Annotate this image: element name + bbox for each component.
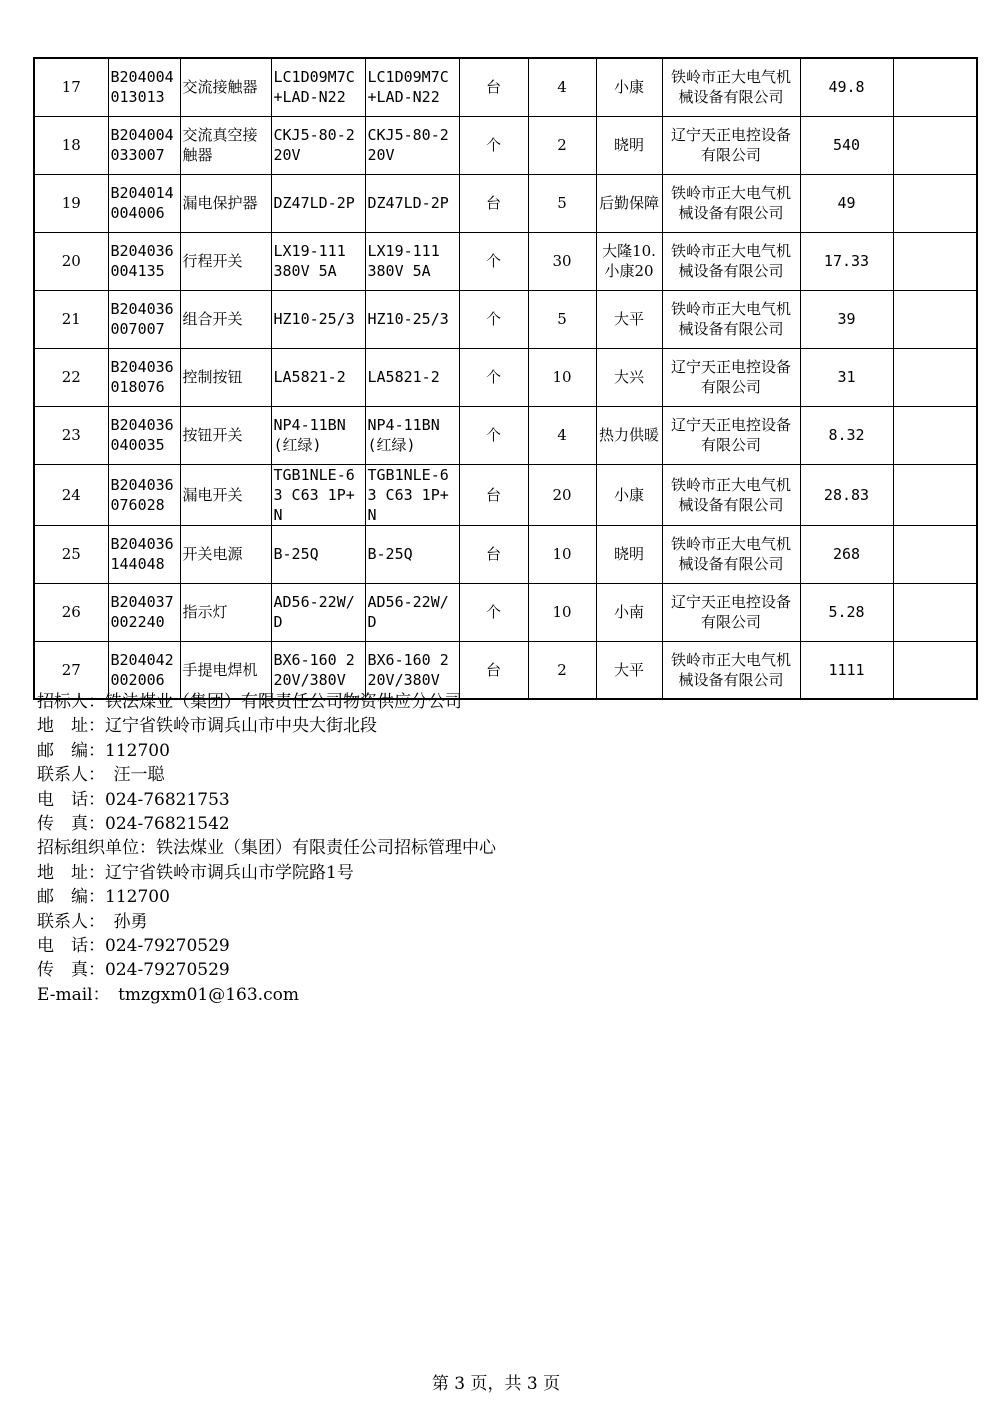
item-spec: B-25Q [271, 525, 365, 583]
item-quantity: 2 [528, 641, 596, 699]
item-unit: 个 [459, 583, 528, 641]
item-supplier: 铁岭市正大电气机械设备有限公司 [662, 464, 800, 525]
item-price: 49.8 [800, 58, 893, 116]
row-number: 25 [34, 525, 108, 583]
item-name: 控制按钮 [180, 348, 271, 406]
row-number: 23 [34, 406, 108, 464]
table-row [34, 348, 977, 406]
organizer-address: 地 址：辽宁省铁岭市调兵山市学院路1号 [37, 862, 354, 883]
item-model: DZ47LD-2P [365, 174, 459, 232]
item-remark [893, 116, 977, 174]
tenderer-fax: 传 真：024-76821542 [37, 814, 230, 835]
item-model: AD56-22W/D [365, 583, 459, 641]
item-unit: 台 [459, 174, 528, 232]
item-unit: 个 [459, 116, 528, 174]
item-department: 小南 [596, 583, 662, 641]
item-spec: CKJ5-80-220V [271, 116, 365, 174]
row-number: 27 [34, 641, 108, 699]
item-quantity: 10 [528, 348, 596, 406]
item-name: 组合开关 [180, 290, 271, 348]
item-department: 小康 [596, 464, 662, 525]
item-unit: 个 [459, 232, 528, 290]
item-price: 268 [800, 525, 893, 583]
item-name: 交流接触器 [180, 58, 271, 116]
contact-info [37, 690, 496, 1007]
item-model: LA5821-2 [365, 348, 459, 406]
tenderer-phone: 电 话：024-76821753 [37, 789, 230, 810]
item-unit: 个 [459, 406, 528, 464]
item-price: 17.33 [800, 232, 893, 290]
item-price: 28.83 [800, 464, 893, 525]
table-row [34, 174, 977, 232]
item-remark [893, 406, 977, 464]
item-remark [893, 641, 977, 699]
item-remark [893, 583, 977, 641]
item-quantity: 30 [528, 232, 596, 290]
table-row [34, 58, 977, 116]
item-spec: AD56-22W/D [271, 583, 365, 641]
item-remark [893, 464, 977, 525]
item-name: 行程开关 [180, 232, 271, 290]
item-department: 大兴 [596, 348, 662, 406]
item-price: 540 [800, 116, 893, 174]
item-remark [893, 232, 977, 290]
item-name: 按钮开关 [180, 406, 271, 464]
item-model: BX6-160 220V/380V [365, 641, 459, 699]
item-spec: LX19-111 380V 5A [271, 232, 365, 290]
item-code: B204042002006 [108, 641, 180, 699]
item-code: B204014004006 [108, 174, 180, 232]
item-quantity: 5 [528, 174, 596, 232]
item-unit: 个 [459, 290, 528, 348]
item-quantity: 20 [528, 464, 596, 525]
item-supplier: 铁岭市正大电气机械设备有限公司 [662, 232, 800, 290]
item-name: 指示灯 [180, 583, 271, 641]
item-supplier: 铁岭市正大电气机械设备有限公司 [662, 290, 800, 348]
item-spec: NP4-11BN(红绿) [271, 406, 365, 464]
row-number: 22 [34, 348, 108, 406]
item-model: HZ10-25/3 [365, 290, 459, 348]
item-price: 5.28 [800, 583, 893, 641]
item-unit: 台 [459, 641, 528, 699]
organizer-fax: 传 真：024-79270529 [37, 960, 230, 981]
item-supplier: 铁岭市正大电气机械设备有限公司 [662, 641, 800, 699]
item-name: 交流真空接触器 [180, 116, 271, 174]
row-number: 18 [34, 116, 108, 174]
table-row [34, 232, 977, 290]
item-code: B204036004135 [108, 232, 180, 290]
item-code: B204004033007 [108, 116, 180, 174]
item-department: 晓明 [596, 116, 662, 174]
table-row [34, 583, 977, 641]
item-name: 手提电焊机 [180, 641, 271, 699]
tenderer-line: 招标人：铁法煤业（集团）有限责任公司物资供应分公司 [37, 692, 462, 712]
item-supplier: 铁岭市正大电气机械设备有限公司 [662, 58, 800, 116]
row-number: 17 [34, 58, 108, 116]
item-spec: LA5821-2 [271, 348, 365, 406]
item-spec: TGB1NLE-63 C63 1P+N [271, 464, 365, 525]
item-code: B204036076028 [108, 464, 180, 525]
item-unit: 台 [459, 464, 528, 525]
table-row [34, 116, 977, 174]
tenderer-address: 地 址：辽宁省铁岭市调兵山市中央大街北段 [37, 716, 377, 737]
row-number: 24 [34, 464, 108, 525]
item-name: 漏电开关 [180, 464, 271, 525]
table-row [34, 290, 977, 348]
item-quantity: 10 [528, 525, 596, 583]
item-name: 漏电保护器 [180, 174, 271, 232]
item-code: B204036018076 [108, 348, 180, 406]
item-remark [893, 174, 977, 232]
organizer-phone: 电 话：024-79270529 [37, 936, 230, 957]
item-unit: 个 [459, 348, 528, 406]
item-quantity: 4 [528, 58, 596, 116]
item-model: NP4-11BN(红绿) [365, 406, 459, 464]
item-price: 8.32 [800, 406, 893, 464]
items-table [33, 57, 978, 700]
item-price: 49 [800, 174, 893, 232]
item-model: TGB1NLE-63 C63 1P+N [365, 464, 459, 525]
item-price: 1111 [800, 641, 893, 699]
item-quantity: 10 [528, 583, 596, 641]
item-model: CKJ5-80-220V [365, 116, 459, 174]
item-unit: 台 [459, 58, 528, 116]
item-code: B204004013013 [108, 58, 180, 116]
item-department: 大平 [596, 290, 662, 348]
items-table-body [34, 58, 977, 699]
item-remark [893, 348, 977, 406]
item-department: 晓明 [596, 525, 662, 583]
item-code: B204037002240 [108, 583, 180, 641]
item-quantity: 5 [528, 290, 596, 348]
organizer-postcode: 邮 编：112700 [37, 887, 170, 908]
row-number: 21 [34, 290, 108, 348]
organizer-line: 招标组织单位：铁法煤业（集团）有限责任公司招标管理中心 [37, 838, 496, 859]
item-supplier: 辽宁天正电控设备有限公司 [662, 583, 800, 641]
item-quantity: 2 [528, 116, 596, 174]
organizer-contact: 联系人： 孙勇 [37, 911, 148, 932]
item-code: B204036007007 [108, 290, 180, 348]
item-price: 31 [800, 348, 893, 406]
item-quantity: 4 [528, 406, 596, 464]
row-number: 26 [34, 583, 108, 641]
item-spec: BX6-160 220V/380V [271, 641, 365, 699]
item-remark [893, 58, 977, 116]
row-number: 19 [34, 174, 108, 232]
item-department: 小康 [596, 58, 662, 116]
item-model: LX19-111 380V 5A [365, 232, 459, 290]
item-department: 大隆10.小康20 [596, 232, 662, 290]
item-supplier: 铁岭市正大电气机械设备有限公司 [662, 525, 800, 583]
table-row [34, 525, 977, 583]
page-number: 第 3 页，共 3 页 [431, 1374, 561, 1394]
item-remark [893, 525, 977, 583]
item-supplier: 铁岭市正大电气机械设备有限公司 [662, 174, 800, 232]
tenderer-contact: 联系人： 汪一聪 [37, 765, 165, 786]
tenderer-postcode: 邮 编：112700 [37, 740, 170, 761]
item-name: 开关电源 [180, 525, 271, 583]
item-unit: 台 [459, 525, 528, 583]
item-price: 39 [800, 290, 893, 348]
item-model: LC1D09M7C+LAD-N22 [365, 58, 459, 116]
item-model: B-25Q [365, 525, 459, 583]
item-spec: DZ47LD-2P [271, 174, 365, 232]
table-row [34, 406, 977, 464]
organizer-email[interactable]: E-mail： tmzgxm01@163.com [37, 984, 299, 1005]
item-department: 大平 [596, 641, 662, 699]
item-department: 热力供暖 [596, 406, 662, 464]
item-department: 后勤保障 [596, 174, 662, 232]
item-supplier: 辽宁天正电控设备有限公司 [662, 348, 800, 406]
item-spec: LC1D09M7C+LAD-N22 [271, 58, 365, 116]
table-row [34, 464, 977, 525]
item-code: B204036040035 [108, 406, 180, 464]
item-code: B204036144048 [108, 525, 180, 583]
row-number: 20 [34, 232, 108, 290]
item-remark [893, 290, 977, 348]
item-spec: HZ10-25/3 [271, 290, 365, 348]
item-supplier: 辽宁天正电控设备有限公司 [662, 406, 800, 464]
item-supplier: 辽宁天正电控设备有限公司 [662, 116, 800, 174]
